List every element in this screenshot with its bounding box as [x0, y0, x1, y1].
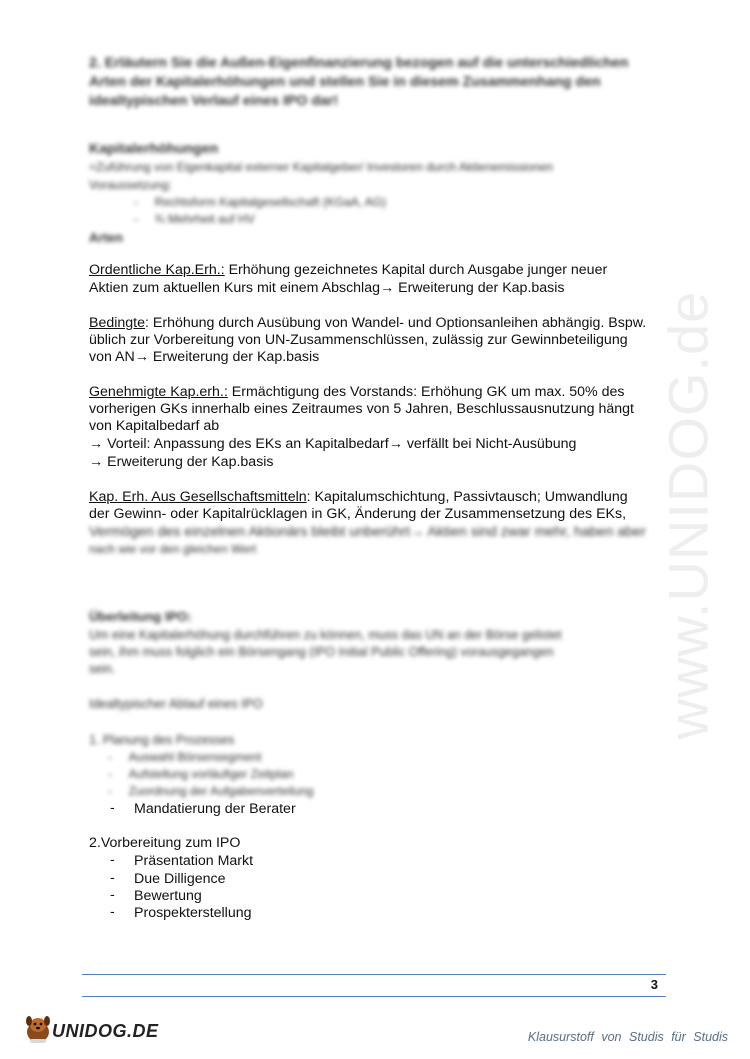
section-text: vorherigen GKs innerhalb eines Zeitraumes von 5 Jahren, Beschlussausnutzung hängt — [89, 401, 634, 417]
section-text: Aktien zum aktuellen Kurs mit einem Abschlag→ Erweiterung der Kap.basis — [89, 280, 565, 296]
section-text: nach wie vor den gleichen Wert — [89, 542, 257, 556]
section-label: Genehmigte Kap.erh.: — [89, 384, 228, 400]
page-number: 3 — [650, 977, 658, 992]
section-text: : Kapitalumschichtung, Passivtausch; Umwandlung — [306, 489, 628, 505]
section-text: von AN→ Erweiterung der Kap.basis — [89, 349, 320, 365]
watermark — [648, 280, 728, 750]
section-text: Erhöhung gezeichnetes Kapital durch Ausgabe junger neuer — [224, 262, 608, 278]
dog-logo-icon — [22, 1011, 54, 1045]
intro-item: - Rechtsform Kapitalgesellschaft (KGaA, AG) — [134, 195, 387, 209]
list-item: Bewertung — [134, 888, 202, 904]
list-dash: - — [110, 800, 115, 816]
list-item: Prospekterstellung — [134, 905, 252, 921]
list-item: Due Dilligence — [134, 871, 226, 887]
step-item: - Zuordnung der Aufgabenverteilung — [108, 784, 314, 798]
section-text: der Gewinn- oder Kapitalrücklagen in GK, Änderung der Zusammensetzung des EKs, — [89, 506, 627, 522]
list-item: Präsentation Markt — [134, 853, 254, 869]
ipo-line: sein, ihm muss folglich ein Börsengang (IPO Initial Public Offering) vorausgegangen — [89, 645, 554, 659]
section-text: Ermächtigung des Vorstands: Erhöhung GK um max. 50% des — [227, 384, 625, 400]
section-text: von Kapitalbedarf ab — [89, 418, 220, 434]
ablauf-heading: Idealtypischer Ablauf eines IPO — [89, 697, 263, 711]
intro-line: Voraussetzung: — [89, 178, 172, 192]
logo-text: UNIDOG.DE — [52, 1021, 159, 1041]
section-label: Kap. Erh. Aus Gesellschaftsmitteln — [89, 489, 307, 505]
section-text: → Erweiterung der Kap.basis — [89, 454, 274, 470]
intro-line: =Zuführung von Eigenkapital externer Kapitalgeber/ Investoren durch Aktienemissionen — [89, 160, 553, 174]
step-title: 2.Vorbereitung zum IPO — [89, 835, 241, 851]
intro-item: - ¾ Mehrheit auf HV — [134, 212, 255, 226]
footer-rule — [82, 974, 666, 997]
list-dash: - — [110, 887, 115, 903]
section-label: Bedingte — [89, 315, 146, 331]
arten-heading: Arten — [89, 230, 123, 245]
section-text: üblich zur Vorbereitung von UN-Zusammenschlüssen, zulässig zur Gewinnbeteiligung — [89, 332, 628, 348]
section-text: : Erhöhung durch Ausübung von Wandel- und Optionsanleihen abhängig. Bspw. — [145, 315, 647, 331]
question-line: idealtypischen Verlauf eines IPO dar! — [89, 93, 339, 109]
question-line: Arten der Kapitalerhöhungen und stellen Sie in diesem Zusammenhang den — [89, 74, 601, 90]
watermark-text: www.UNIDOG.de — [656, 290, 720, 740]
section-label: Ordentliche Kap.Erh.: — [89, 262, 225, 278]
section-heading: Überleitung IPO: — [89, 609, 192, 624]
step-title: 1. Planung des Prozesses — [89, 733, 235, 747]
list-dash: - — [110, 870, 115, 886]
tagline: Klausurstoff von Studis für Studis — [527, 1030, 728, 1044]
list-item: Mandatierung der Berater — [134, 801, 296, 817]
section-heading: Kapitalerhöhungen — [89, 141, 219, 157]
list-dash: - — [110, 852, 115, 868]
step-item: - Auswahl Börsensegment — [108, 750, 262, 764]
section-text: → Vorteil: Anpassung des EKs an Kapitalbedarf→ verfällt bei Nicht-Ausübung — [89, 436, 577, 452]
ipo-line: Um eine Kapitalerhöhung durchführen zu können, muss das UN an der Börse gelistet — [89, 628, 562, 642]
step-item: - Aufstellung vorläufiger Zeitplan — [108, 767, 294, 781]
question-line: 2. Erläutern Sie die Außen-Eigenfinanzierung bezogen auf die unterschiedlichen — [89, 55, 629, 71]
section-text: Vermögen des einzelnen Aktionärs bleibt unberührt→ Aktien sind zwar mehr, haben aber — [89, 524, 646, 540]
list-dash: - — [110, 904, 115, 920]
ipo-line: sein. — [89, 662, 116, 676]
